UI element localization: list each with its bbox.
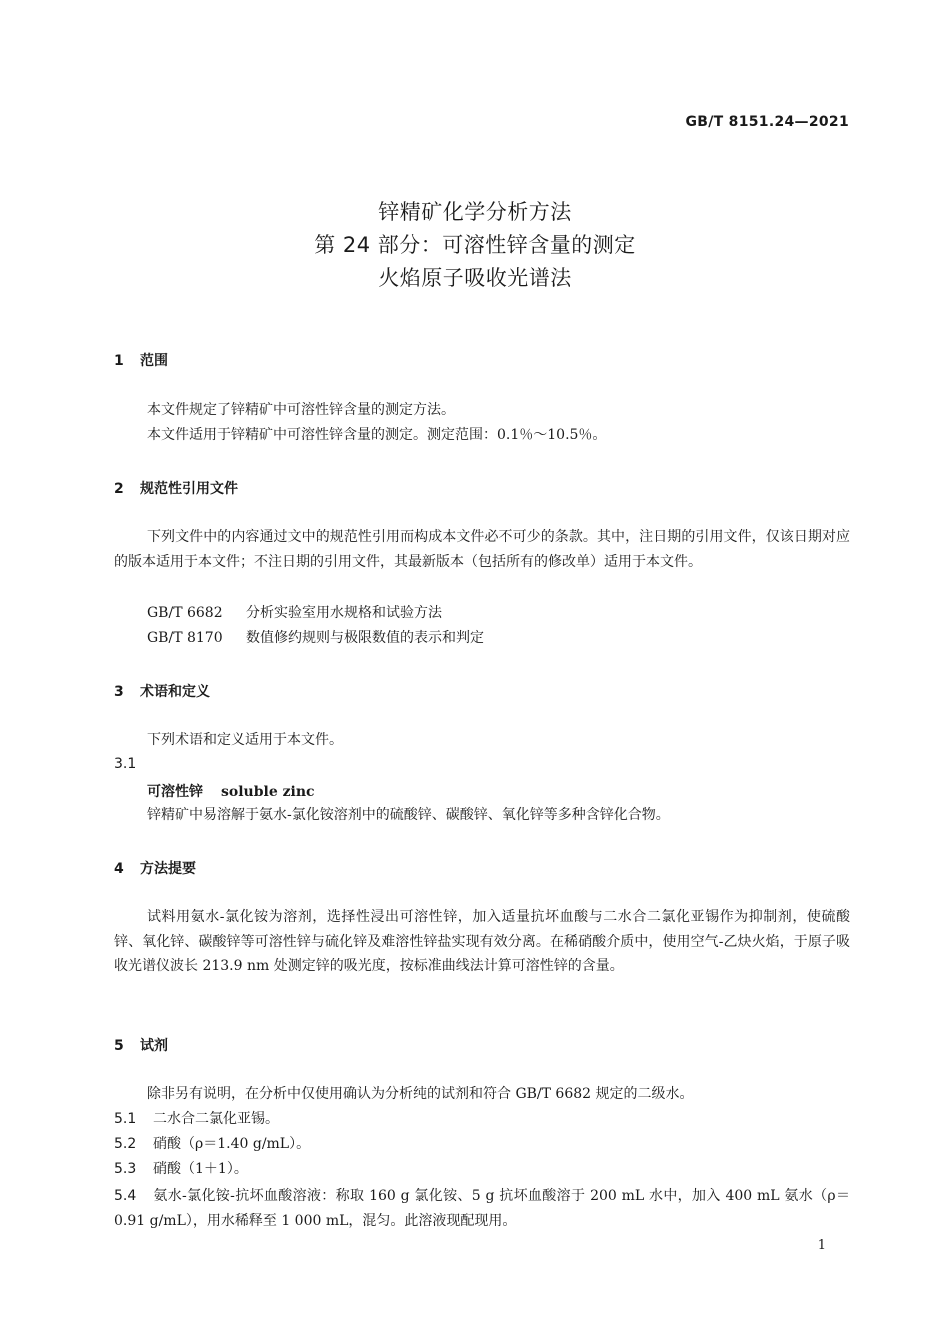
reagent-number: 5.4 — [114, 1188, 137, 1204]
reagent-item — [114, 1184, 850, 1233]
reagent-item — [114, 1132, 850, 1157]
reagent-text: 二水合二氯化亚锡。 — [153, 1111, 279, 1127]
reagent-text: 硝酸（ρ＝1.40 g/mL）。 — [153, 1136, 311, 1152]
section-2-title: 规范性引用文件 — [140, 481, 238, 497]
section-1-para-1: 本文件规定了锌精矿中可溶性锌含量的测定方法。 — [147, 402, 455, 418]
section-5-heading — [114, 1035, 168, 1055]
reagent-number: 5.2 — [114, 1136, 137, 1152]
term-chinese: 可溶性锌 — [147, 784, 203, 800]
section-4-number: 4 — [114, 861, 124, 877]
title-line-1: 锌精矿化学分析方法 — [378, 200, 572, 224]
reference-title: 数值修约规则与极限数值的表示和判定 — [246, 630, 484, 646]
section-1-heading — [114, 350, 168, 370]
page-number: 1 — [817, 1238, 826, 1253]
section-2-number: 2 — [114, 481, 124, 497]
reagent-item — [114, 1157, 850, 1182]
document-title — [100, 196, 850, 295]
section-1-title: 范围 — [140, 353, 168, 369]
section-4-para-1: 试料用氨水-氯化铵为溶剂，选择性浸出可溶性锌，加入适量抗坏血酸与二水合二氯化亚锡作为抑制剂，使硫酸锌、氧化锌、碳酸锌等可溶性锌与硫化锌及难溶性锌盐实现有效分离。在稀硝酸介质中，使用空气-乙炔火焰，于原子吸收光谱仪波长 213.9 nm 处测定锌的吸光度，按标准曲线法计算可溶性锌的含量。 — [114, 909, 850, 974]
reference-code: GB/T 8170 — [147, 630, 223, 646]
term-definition: 锌精矿中易溶解于氨水-氯化铵溶剂中的硫酸锌、碳酸锌、氧化锌等多种含锌化合物。 — [147, 807, 670, 823]
term-english: soluble zinc — [221, 784, 315, 800]
title-line-3: 火焰原子吸收光谱法 — [378, 266, 572, 290]
section-2-heading — [114, 478, 238, 498]
reagent-item — [114, 1107, 850, 1132]
reagent-text: 硝酸（1＋1）。 — [153, 1161, 248, 1177]
section-3-para-1: 下列术语和定义适用于本文件。 — [147, 732, 343, 748]
term-name — [147, 781, 315, 801]
reference-code: GB/T 6682 — [147, 605, 223, 621]
standard-code: GB/T 8151.24—2021 — [685, 114, 849, 130]
section-5-para-1: 除非另有说明，在分析中仅使用确认为分析纯的试剂和符合 GB/T 6682 规定的二级水。 — [147, 1086, 694, 1102]
reagent-text: 氨水-氯化铵-抗坏血酸溶液：称取 160 g 氯化铵、5 g 抗坏血酸溶于 200 mL 水中，加入 400 mL 氨水（ρ＝0.91 g/mL），用水稀释至 1 000 mL，混匀。此溶液现配现用。 — [114, 1188, 850, 1229]
section-2-para-1: 下列文件中的内容通过文中的规范性引用而构成本文件必不可少的条款。其中，注日期的引用文件，仅该日期对应的版本适用于本文件；不注日期的引用文件，其最新版本（包括所有的修改单）适用于本文件。 — [114, 529, 850, 570]
title-line-2: 第 24 部分：可溶性锌含量的测定 — [314, 233, 636, 257]
section-5-number: 5 — [114, 1038, 124, 1054]
section-3-heading — [114, 681, 210, 701]
reagent-number: 5.1 — [114, 1111, 137, 1127]
reference-item — [147, 627, 484, 647]
section-3-title: 术语和定义 — [140, 684, 210, 700]
section-5-title: 试剂 — [140, 1038, 168, 1054]
section-1-number: 1 — [114, 353, 124, 369]
term-number: 3.1 — [114, 756, 137, 772]
section-4-heading — [114, 858, 196, 878]
reference-title: 分析实验室用水规格和试验方法 — [246, 605, 442, 621]
reference-item — [147, 602, 442, 622]
reagent-number: 5.3 — [114, 1161, 137, 1177]
section-3-number: 3 — [114, 684, 124, 700]
section-4-title: 方法提要 — [140, 861, 196, 877]
section-1-para-2: 本文件适用于锌精矿中可溶性锌含量的测定。测定范围：0.1％～10.5％。 — [147, 427, 607, 443]
